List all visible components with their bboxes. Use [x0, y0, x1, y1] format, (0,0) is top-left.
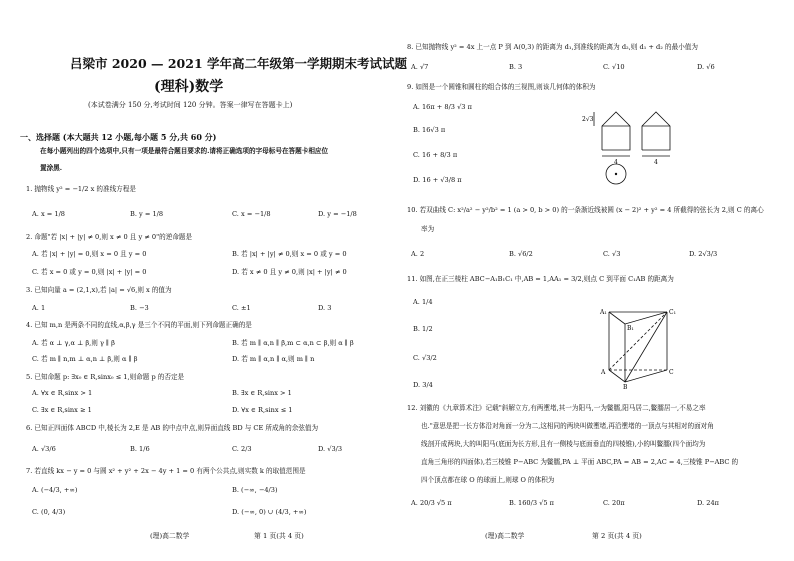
q2-option-c[interactable]: C. 若 x = 0 或 y = 0,则 |x| + |y| = 0 [32, 268, 147, 276]
q9-option-a[interactable]: A. 16π + 8/3 √3 π [413, 103, 472, 111]
q9-front-view [602, 112, 630, 150]
q1-option-d[interactable]: D. y = −1/8 [318, 210, 357, 218]
exam-subtitle: (理科)数学 [154, 79, 224, 95]
q3-stem: 3. 已知向量 a = (2,1,x),若 |a| = √6,则 x 的值为 [26, 286, 172, 294]
q4-stem: 4. 已知 m,n 是两条不同的直线,α,β,γ 是三个不同的平面,则下列命题正确的是 [26, 321, 252, 329]
q12-stem: 12. 刘徽的《九章算术注》记载"斜解立方,有两壍堵,其一为阳马,一为鳖臑,阳马居二,鳖臑居一,不易之率 [407, 404, 706, 412]
q5-option-d[interactable]: D. ∀x ∈ R,sinx ≤ 1 [232, 406, 293, 414]
q6-option-c[interactable]: C. 2/3 [232, 445, 252, 453]
q10-option-a[interactable]: A. 2 [411, 250, 425, 258]
q1-stem: 1. 抛物线 y² = −1/2 x 的准线方程是 [26, 185, 136, 193]
q11-option-b[interactable]: B. 1/2 [413, 325, 433, 333]
q11-option-d[interactable]: D. 3/4 [413, 381, 433, 389]
q6-option-a[interactable]: A. √3/6 [32, 445, 56, 453]
q8-option-c[interactable]: C. √10 [603, 63, 625, 71]
q7-stem: 7. 若直线 kx − y = 0 与圆 x² + y² + 2x − 4y + 1 = 0 有两个公共点,则实数 k 的取值范围是 [26, 467, 306, 475]
q6-option-d[interactable]: D. √3/3 [318, 445, 343, 453]
q3-option-b[interactable]: B. −3 [130, 304, 149, 312]
q5-option-c[interactable]: C. ∃x ∈ R,sinx ≥ 1 [32, 406, 92, 414]
q12-line-2: 也."意思是把一长方体沿对角面一分为二,这相同的两块叫做壍堵,再沿壍堵的一顶点与其相对的面对角 [421, 422, 714, 430]
q5-option-a[interactable]: A. ∀x ∈ R,sinx > 1 [32, 389, 93, 397]
q7-option-d[interactable]: D. (−∞, 0) ∪ (4/3, +∞) [232, 508, 307, 516]
page-2 [397, 0, 794, 561]
q12-option-c[interactable]: C. 20π [603, 499, 625, 507]
q8-stem: 8. 已知抛物线 y² = 4x 上一点 P 到 A(0,3) 的距离为 d₁,到准线的距离为 d₂,则 d₁ + d₂ 的最小值为 [407, 43, 698, 51]
q4-option-d[interactable]: D. 若 m ∥ α,n ∥ α,则 m ∥ n [232, 355, 315, 363]
footer-label: (理)高二数学 [150, 532, 190, 540]
q11-label-A1: A₁ [600, 309, 607, 316]
q7-option-b[interactable]: B. (−∞, −4/3) [232, 486, 278, 494]
q9-option-b[interactable]: B. 16√3 π [413, 126, 446, 134]
q11-label-B1: B₁ [627, 325, 634, 332]
q8-option-d[interactable]: D. √6 [697, 63, 715, 71]
exam-title: 吕梁市 2020 — 2021 学年高二年级第一学期期末考试试题 [70, 56, 407, 71]
q11-label-C: C [669, 369, 674, 376]
q9-label-width-1: 4 [614, 159, 618, 166]
q11-label-B: B [623, 384, 628, 390]
q11-prism-figure [597, 304, 687, 390]
q2-stem: 2. 命题"若 |x| + |y| ≠ 0,则 x ≠ 0 且 y ≠ 0"的逆命题是 [26, 233, 193, 241]
footer-page: 第 1 页(共 4 页) [254, 532, 304, 540]
q3-option-c[interactable]: C. ±1 [232, 304, 251, 312]
q4-option-b[interactable]: B. 若 m ∥ α,n ∥ β,m ⊂ α,n ⊂ β,则 α ∥ β [232, 339, 354, 347]
q4-option-a[interactable]: A. 若 α ⊥ γ,α ⊥ β,则 γ ∥ β [32, 339, 115, 347]
q3-option-a[interactable]: A. 1 [32, 304, 46, 312]
q2-option-b[interactable]: B. 若 |x| + |y| ≠ 0,则 x = 0 或 y = 0 [232, 250, 347, 258]
q1-option-c[interactable]: C. x = −1/8 [232, 210, 271, 218]
exam-note: (本试卷满分 150 分,考试时间 120 分钟。答案一律写在答题卡上) [88, 101, 293, 109]
section-instruction-2: 置涂黑. [40, 164, 63, 172]
q12-option-b[interactable]: B. 160/3 √5 π [509, 499, 554, 507]
q10-stem-cont: 率为 [421, 225, 435, 233]
q7-option-c[interactable]: C. (0, 4/3) [32, 508, 66, 516]
q1-option-b[interactable]: B. y = 1/8 [130, 210, 164, 218]
q9-side-view [642, 112, 670, 150]
q10-option-d[interactable]: D. 2√3/3 [689, 250, 718, 258]
q2-option-a[interactable]: A. 若 |x| + |y| = 0,则 x = 0 且 y = 0 [32, 250, 147, 258]
q11-option-a[interactable]: A. 1/4 [413, 298, 433, 306]
footer-page: 第 2 页(共 4 页) [592, 532, 642, 540]
q2-option-d[interactable]: D. 若 x ≠ 0 且 y ≠ 0,则 |x| + |y| ≠ 0 [232, 268, 347, 276]
section-instruction-1: 在每小题列出的四个选项中,只有一项是最符合题目要求的.请将正确选项的字母标号在答题卡相应位 [40, 147, 329, 155]
q9-label-width-2: 4 [654, 159, 658, 166]
q11-option-c[interactable]: C. √3/2 [413, 354, 437, 362]
footer-label: (理)高二数学 [485, 532, 525, 540]
q9-option-c[interactable]: C. 16 + 8/3 π [413, 151, 458, 159]
q11-stem: 11. 如图,在正三棱柱 ABC−A₁B₁C₁ 中,AB = 1,AA₁ = 3/2,则点 C 到平面 C₁AB 的距离为 [407, 275, 674, 283]
q9-stem: 9. 如图是一个圆锥和圆柱的组合体的三视图,则该几何体的体积为 [407, 83, 596, 91]
q9-option-d[interactable]: D. 16 + √3/8 π [413, 176, 462, 184]
q11-label-A: A [601, 369, 606, 376]
q12-option-a[interactable]: A. 20/3 √5 π [411, 499, 452, 507]
q12-option-d[interactable]: D. 24π [697, 499, 719, 507]
q6-option-b[interactable]: B. 1/6 [130, 445, 150, 453]
q6-stem: 6. 已知正四面体 ABCD 中,棱长为 2,E 是 AB 的中点中点,则异面直线 BD 与 CE 所成角的余弦值为 [26, 424, 319, 432]
q1-option-a[interactable]: A. x = 1/8 [32, 210, 66, 218]
q9-label-height: 2√3 [582, 116, 594, 123]
q10-option-c[interactable]: C. √3 [603, 250, 621, 258]
q4-option-c[interactable]: C. 若 m ∥ n,m ⊥ α,n ⊥ β,则 α ∥ β [32, 355, 138, 363]
section-heading: 一、选择题 (本大题共 12 小题,每小题 5 分,共 60 分) [20, 132, 217, 142]
q5-stem: 5. 已知命题 p: ∃x₀ ∈ R,sinx₀ ≤ 1,则命题 p 的否定是 [26, 373, 185, 381]
q10-option-b[interactable]: B. √6/2 [509, 250, 533, 258]
q5-option-b[interactable]: B. ∃x ∈ R,sinx > 1 [232, 389, 292, 397]
q12-line-4: 直角三角形的四面体),若三棱锥 P−ABC 为鳖臑,PA ⊥ 平面 ABC,PA = AB = 2,AC = 4,三棱锥 P−ABC 的 [421, 458, 739, 466]
q11-label-C1: C₁ [669, 309, 676, 316]
q10-stem: 10. 若双曲线 C: x²/a² − y²/b² = 1 (a > 0, b > 0) 的一条渐近线被圆 (x − 2)² + y² = 4 所截得的弦长为 2,则 C 的离心 [407, 206, 764, 214]
q8-option-a[interactable]: A. √7 [411, 63, 429, 71]
q3-option-d[interactable]: D. 3 [318, 304, 332, 312]
q8-option-b[interactable]: B. 3 [509, 63, 523, 71]
q7-option-a[interactable]: A. (−4/3, +∞) [32, 486, 78, 494]
q12-line-3: 线剖开成两块,大的叫阳马(底面为长方形,且有一侧棱与底面垂直的四棱锥),小的叫鳖臑(四个面均为 [421, 440, 706, 448]
q9-three-view-figure [582, 104, 702, 190]
q12-line-5: 四个顶点都在球 O 的球面上,则球 O 的体积为 [421, 476, 555, 484]
